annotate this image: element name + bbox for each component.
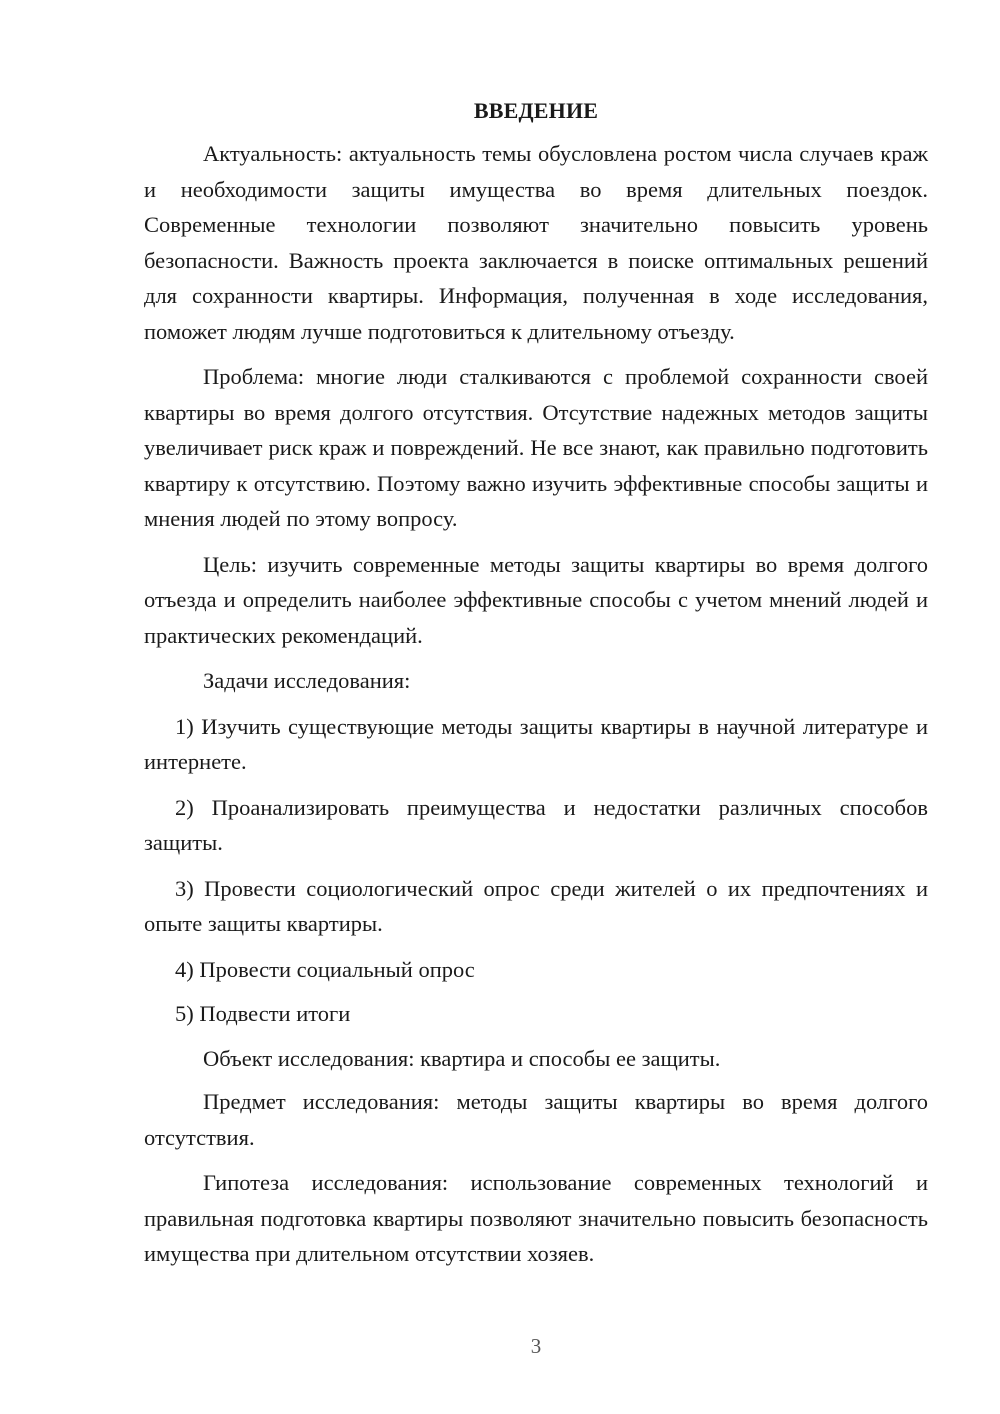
task-item-2: 2) Проанализировать преимущества и недостатки различных способов защиты. — [144, 794, 928, 855]
paragraph-subject: Предмет исследования: методы защиты квартиры во время долгого отсутствия. — [144, 1089, 928, 1150]
paragraph-problem: Проблема: многие люди сталкиваются с проблемой сохранности своей квартиры во время долгого отсутствия. Отсутствие надежных методов защиты увеличивает риск краж и повреждений. Не все знают, как правильно подготовить квартиру к отсутствию. Поэтому важно изучить эффективные способы защиты и мнения людей по этому вопросу. — [144, 364, 928, 531]
task-item-1: 1) Изучить существующие методы защиты квартиры в научной литературе и интернете. — [144, 713, 928, 774]
task-item-5: 5) Подвести итоги — [175, 1001, 351, 1026]
paragraph-relevance: Актуальность: актуальность темы обусловлена ростом числа случаев краж и необходимости защиты имущества во время длительных поездок. Современные технологии позволяют значительно повысить уровень безопасности. Важность проекта заключается в поиске оптимальных решений для сохранности квартиры. Информация, полученная в ходе исследования, поможет людям лучше подготовиться к длительному отъезду. — [144, 141, 928, 344]
page-title: ВВЕДЕНИЕ — [473, 98, 599, 123]
page-content — [144, 98, 928, 1282]
paragraph-object: Объект исследования: квартира и способы ее защиты. — [203, 1045, 721, 1071]
task-item-3: 3) Провести социологический опрос среди жителей о их предпочтениях и опыте защиты квартиры. — [144, 875, 928, 936]
paragraph-hypothesis: Гипотеза исследования: использование современных технологий и правильная подготовка квартиры позволяют значительно повысить безопасность имущества при длительном отсутствии хозяев. — [144, 1170, 928, 1266]
paragraph-goal: Цель: изучить современные методы защиты квартиры во время долгого отъезда и определить наиболее эффективные способы с учетом мнений людей и практических рекомендаций. — [144, 551, 928, 648]
tasks-heading: Задачи исследования: — [203, 668, 411, 693]
page-number: 3 — [530, 1334, 542, 1358]
task-item-4: 4) Провести социальный опрос — [175, 956, 475, 982]
